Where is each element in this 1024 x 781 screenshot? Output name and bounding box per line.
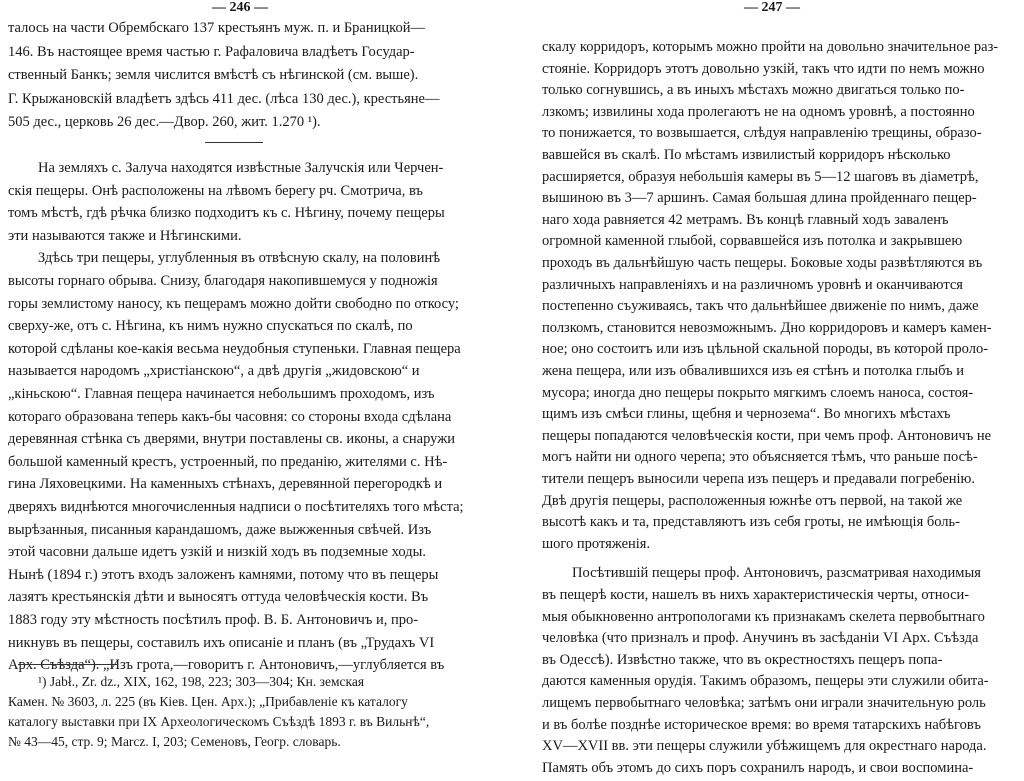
text-line: лазятъ крестьянскія дѣти и выносятъ оттуда человѣческія кости. Въ [8, 589, 429, 606]
text-line: шого протяженія. [542, 535, 651, 552]
text-line: щимъ изъ смѣси глины, щебня и чернозема“. Во многихъ мѣстахъ [542, 406, 951, 423]
text-line: наго хода равняется 42 метрамъ. Въ концѣ главный ходъ заваленъ [542, 211, 949, 228]
text-line: могъ найти ни одного черепа; это объясняется тѣмъ, что раньше посѣ- [542, 449, 978, 466]
text-line: никнувъ въ пещеры, составилъ ихъ описаніе и планъ (въ „Трудахъ VI [8, 634, 435, 651]
text-line: огромной каменной глыбой, сорвавшейся изъ потолка и закрывшею [542, 233, 963, 250]
text-line: Память объ этомъ до сихъ поръ сохранилъ народъ, и свои воспомина- [542, 759, 974, 776]
text-line: Арх. Съѣзда“). „Изъ грота,—говоритъ г. Антоновичъ,—углубляется въ [8, 657, 445, 674]
text-line: мыя обыкновенно антропологами къ признакамъ скелета первобытнаго [542, 608, 985, 625]
text-line: жена пещера, или изъ обвалившихся изъ ея стѣнъ и потолка глыбъ и [542, 363, 964, 379]
left-page [0, 0, 500, 755]
text-line: котораго образована теперь какъ-бы часовня: со стороны входа сдѣлана [8, 408, 452, 425]
text-line: проходъ въ дальнѣйшую часть пещеры. Боковые ходы развѣтляются въ [542, 255, 983, 271]
text-line: томъ мѣстѣ, гдѣ рѣчка близко подходитъ къ с. Нѣгину, почему пещеры [8, 205, 445, 222]
text-line: то понижается, то возвышается, слѣдуя направленію трещины, образо- [542, 125, 982, 142]
text-line: 1883 году эту мѣстность посѣтилъ проф. В. Б. Антоновичъ и, про- [8, 612, 419, 628]
text-line: Здѣсь три пещеры, углубленныя въ отвѣсную скалу, на половинѣ [38, 250, 441, 267]
right-page-text [542, 34, 1020, 776]
text-line: каталогу выставки при IX Археологическомъ Съѣздѣ 1893 г. въ Вильнѣ“, [8, 714, 430, 729]
text-line: высоты горнаго обрыва. Снизу, благодаря накопившемуся у подножія [8, 273, 438, 289]
text-line: гина Ляховецкими. На каменныхъ стѣнахъ, деревянной перегородкѣ и [8, 476, 443, 493]
text-line: вырѣзанныя, писанныя карандашомъ, даже выжженныя свѣчей. Изъ [8, 521, 432, 538]
right-page [520, 0, 1024, 776]
text-line: называется народомъ „христіанскою“, а двѣ другія „жидовскою“ и [8, 363, 420, 380]
text-line: талось на части Обрембскаго 137 крестьянъ муж. п. и Браницкой— [8, 20, 425, 36]
text-line: Посѣтившій пещеры проф. Антоновичъ, разсматривая находимыя [572, 565, 981, 582]
text-line: постепенно съуживаясь, такъ что дальнѣйшее движеніе по нимъ, даже [542, 298, 979, 315]
text-line: и въ болѣе позднѣе историческое время: во время татарскихъ набѣговъ [542, 716, 981, 733]
text-line: мусора; иногда дно пещеры покрыто мягкимъ слоемъ наноса, состоя- [542, 384, 974, 401]
left-page-text [8, 15, 476, 674]
text-line: даются каменныя орудія. Такимъ образомъ, пещеры эти служили обита- [542, 673, 989, 690]
text-line: Нынѣ (1894 г.) этотъ входъ заложенъ камнями, потому что въ пещеры [8, 566, 439, 583]
text-line: вышиною въ 3—7 аршинъ. Самая большая длина пройденнаго пещер- [542, 190, 977, 207]
page-number-246: — 246 — [212, 0, 268, 15]
text-line: Камен. № 3603, л. 225 (въ Кіев. Цен. Арх.); „Прибавленіе къ каталогу [8, 694, 408, 709]
text-line: „кіньскою“. Главная пещера начинается небольшимъ проходомъ, изъ [8, 386, 435, 402]
text-line: различныхъ направленіяхъ и на различномъ уровнѣ и оканчиваются [542, 276, 963, 293]
text-line: этой часовни дальше идетъ узкій и низкій ходъ въ подземные ходы. [8, 544, 426, 561]
text-line: расширяется, образуя небольшія камеры въ 5—12 шаговъ въ діаметрѣ, [542, 168, 979, 185]
text-line: 505 дес., церковь 26 дес.—Двор. 260, жит. 1.270 ¹). [8, 114, 321, 130]
text-line: въ пещерѣ кости, нашелъ въ нихъ характеристическія черты, относи- [542, 587, 970, 603]
text-line: горы землистому наносу, къ пещерамъ можно дойти свободно по откосу; [8, 295, 459, 312]
text-line: высотѣ какъ и та, представляютъ изъ себя гроты, не имѣющія боль- [542, 514, 960, 531]
text-line: стояніе. Корридоръ этотъ довольно узкій, такъ что идти по немъ можно [542, 60, 985, 77]
text-line: 146. Въ настоящее время частью г. Рафаловича владѣетъ Государ- [8, 43, 415, 60]
text-line: человѣка (что призналъ и проф. Анучинъ въ засѣданіи VI Арх. Съѣзда [542, 630, 979, 647]
text-line: ственный Банкъ; земля числится вмѣстѣ съ нѣгинской (см. выше). [8, 67, 419, 83]
text-line: дверяхъ виднѣются многочисленныя надписи о посѣтителяхъ того мѣста; [8, 499, 464, 515]
text-line: большой каменный крестъ, устроенный, по преданію, жителями с. Нѣ- [8, 453, 448, 470]
footnote [8, 671, 476, 755]
text-line: вавшейся въ скалѣ. По мѣстамъ извилистый корридоръ нѣсколько [542, 147, 951, 163]
text-line: На земляхъ с. Залуча находятся извѣстные Залучскія или Черчен- [38, 160, 444, 176]
text-line: деревянная стѣнка съ дверями, внутри поставлены св. иконы, а снаружи [8, 431, 456, 448]
footnote-rule [18, 664, 118, 665]
text-line: пещеры попадаются человѣческія кости, при чемъ проф. Антоновичъ не [542, 427, 992, 444]
text-line: скалу корридоръ, которымъ можно пройти на довольно значительное раз- [542, 39, 999, 55]
text-line: въ Одессѣ). Извѣстно также, что въ окрестностяхъ пещеръ попа- [542, 651, 943, 668]
text-line: Двѣ другія пещеры, расположенныя южнѣе отъ первой, на такой же [542, 492, 963, 509]
text-line: лзкомъ; извилины хода пролегаютъ не на одномъ уровнѣ, а постоянно [542, 103, 975, 120]
text-line: которой сдѣланы кое-какія весьма неудобныя ступеньки. Главная пещера [8, 340, 461, 357]
text-line: скія пещеры. Онѣ расположены на лѣвомъ берегу рч. Смотрича, въ [8, 182, 423, 199]
text-line: только согнувшись, а въ иныхъ мѣстахъ можно двигаться только по- [542, 82, 965, 99]
text-line: лищемъ первобытнаго человѣка; затѣмъ они играли значительную роль [542, 695, 986, 711]
text-line: Г. Крыжановскій владѣетъ здѣсь 411 дес. (лѣса 130 дес.), крестьяне— [8, 90, 440, 107]
text-line: сверху-же, отъ с. Нѣгина, къ нимъ нужно спускаться по скалѣ, по [8, 318, 413, 335]
text-line: ¹) Jabł., Zr. dz., XIX, 162, 198, 223; 303—304; Кн. земская [38, 674, 365, 689]
text-line: XV—XVII вв. эти пещеры служили убѣжищемъ для окрестнаго народа. [542, 738, 987, 755]
text-line: эти называются также и Нѣгинскими. [8, 227, 242, 244]
page-number-247: — 247 — [744, 0, 800, 15]
text-line: ное; оно состоитъ или изъ цѣльной скальной породы, въ которой пролo- [542, 341, 989, 358]
text-line: ползкомъ, становится невозможнымъ. Дно корридоровъ и камеръ камен- [542, 319, 992, 336]
section-divider [205, 142, 263, 143]
text-line: № 43—45, стр. 9; Marcz. I, 203; Семеновъ, Геогр. словарь. [8, 734, 341, 749]
text-line: тители пещеръ выносили черепа изъ пещеръ и предавали погребенію. [542, 471, 976, 487]
